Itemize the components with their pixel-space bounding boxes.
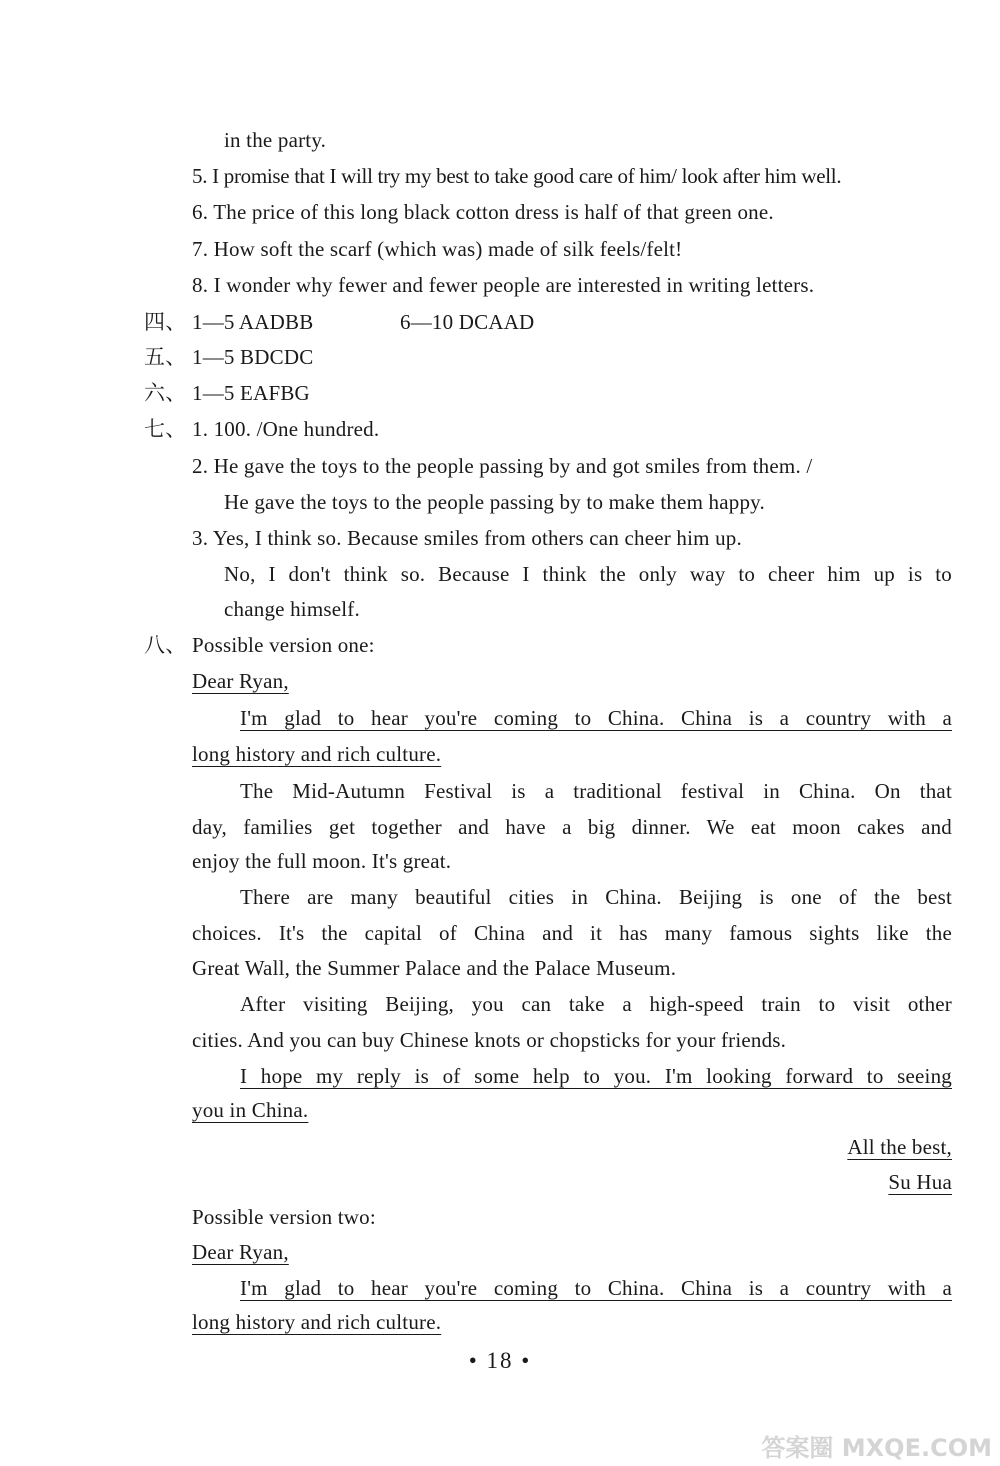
letter-greeting: Dear Ryan,: [192, 1240, 289, 1264]
answer-line: 7. How soft the scarf (which was) made of silk feels/felt!: [192, 237, 683, 261]
letter-line: There are many beautiful cities in China. Beijing is one of the best: [240, 885, 952, 909]
answer-line: He gave the toys to the people passing by to make them happy.: [224, 490, 765, 514]
letter-line: choices. It's the capital of China and it has many famous sights like the: [192, 921, 952, 945]
section-8: [144, 631, 375, 659]
watermark: 答案圈 MXQE.COM: [761, 1434, 992, 1462]
letter-line: I'm glad to hear you're coming to China. China is a country with a: [240, 1276, 952, 1300]
section-marker: 四、: [144, 310, 187, 334]
answer-line: 6. The price of this long black cotton dress is half of that green one.: [192, 200, 774, 224]
letter-line: long history and rich culture.: [192, 1310, 442, 1334]
letter-signature: Su Hua: [888, 1170, 952, 1194]
letter-greeting: Dear Ryan,: [192, 669, 289, 693]
answer-key: 1—5 BDCDC: [192, 345, 314, 369]
section-marker: 七、: [144, 417, 187, 441]
section-4: [144, 308, 313, 336]
letter-line: cities. And you can buy Chinese knots or chopsticks for your friends.: [192, 1028, 787, 1052]
answer-line: 3. Yes, I think so. Because smiles from others can cheer him up.: [192, 526, 742, 550]
version-label: Possible version two:: [192, 1205, 376, 1229]
answer-key: 6—10 DCAAD: [400, 310, 535, 334]
answer-key: 1—5 AADBB: [192, 310, 314, 334]
letter-line: After visiting Beijing, you can take a high-speed train to visit other: [240, 992, 952, 1016]
letter-line: I'm glad to hear you're coming to China. China is a country with a: [240, 706, 952, 730]
answer-line: 1. 100. /One hundred.: [192, 417, 380, 441]
section-marker: 五、: [144, 345, 187, 369]
section-6: [144, 379, 310, 407]
section-marker: 八、: [144, 633, 187, 657]
answer-line: in the party.: [224, 128, 327, 152]
answer-line: change himself.: [224, 597, 360, 621]
letter-line: Great Wall, the Summer Palace and the Palace Museum.: [192, 956, 677, 980]
letter-line: The Mid-Autumn Festival is a traditional festival in China. On that: [240, 779, 952, 803]
answer-line: No, I don't think so. Because I think the only way to cheer him up is to: [224, 562, 952, 586]
page-number: • 18 •: [468, 1348, 532, 1373]
answer-line: 8. I wonder why fewer and fewer people are interested in writing letters.: [192, 273, 815, 297]
letter-line: I hope my reply is of some help to you. I'm looking forward to seeing: [240, 1064, 952, 1088]
letter-line: day, families get together and have a big dinner. We eat moon cakes and: [192, 815, 952, 839]
letter-line: enjoy the full moon. It's great.: [192, 849, 452, 873]
letter-line: long history and rich culture.: [192, 742, 442, 766]
section-7: [144, 415, 379, 443]
letter-closing: All the best,: [847, 1135, 952, 1159]
section-5: [144, 343, 313, 371]
section-marker: 六、: [144, 381, 187, 405]
letter-line: you in China.: [192, 1098, 309, 1122]
answer-line: 5. I promise that I will try my best to take good care of him/ look after him well.: [192, 164, 842, 188]
version-label: Possible version one:: [192, 633, 375, 657]
answer-line: 2. He gave the toys to the people passing by and got smiles from them. /: [192, 454, 813, 478]
answer-key: 1—5 EAFBG: [192, 381, 310, 405]
